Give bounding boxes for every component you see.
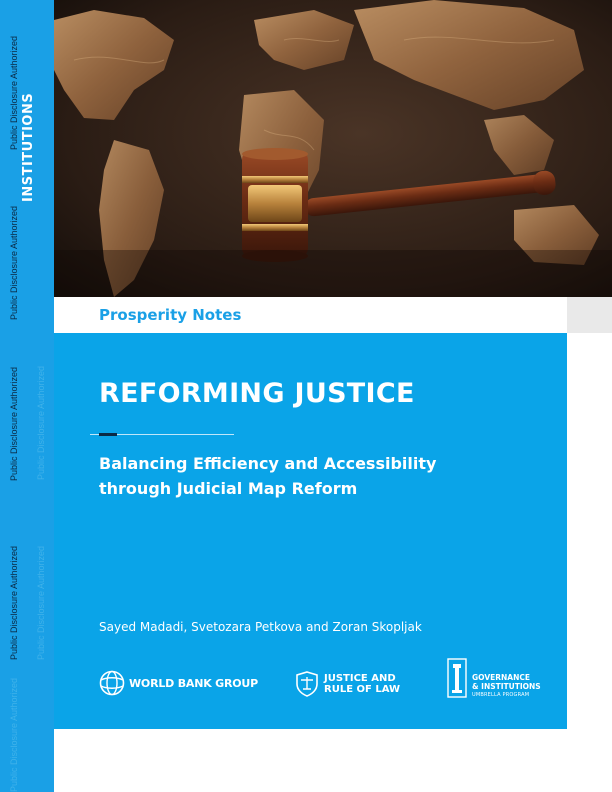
disclosure-label: Public Disclosure Authorized	[9, 205, 19, 320]
series-label: Prosperity Notes	[99, 306, 242, 324]
report-title: REFORMING JUSTICE	[99, 378, 415, 409]
pillar-icon	[447, 658, 467, 698]
disclosure-label: Public Disclosure Authorized	[9, 545, 19, 660]
disclosure-label: Public Disclosure Authorized	[9, 35, 19, 150]
series-title: INSTITUTIONS	[21, 92, 36, 202]
disclosure-label-faint: Public Disclosure Authorized	[36, 545, 46, 660]
jrl-line: JUSTICE AND	[324, 673, 396, 684]
governance-institutions-logo	[447, 658, 541, 700]
gi-line: & INSTITUTIONS	[472, 682, 541, 691]
disclosure-label-faint: Public Disclosure Authorized	[9, 677, 19, 792]
disclosure-label-faint: Public Disclosure Authorized	[36, 365, 46, 480]
series-band	[54, 297, 567, 333]
shield-icon	[296, 671, 318, 697]
justice-rule-of-law-logo	[296, 671, 400, 697]
gi-line: UMBRELLA PROGRAM	[472, 692, 530, 698]
world-bank-logo	[99, 670, 258, 696]
subtitle-line: through Judicial Map Reform	[99, 479, 358, 498]
report-subtitle	[99, 451, 479, 501]
subtitle-line: Balancing Efficiency and Accessibility	[99, 454, 437, 473]
globe-icon	[99, 670, 125, 696]
world-bank-label: WORLD BANK GROUP	[129, 676, 259, 690]
spine	[0, 0, 54, 792]
jrl-line: RULE OF LAW	[324, 684, 401, 695]
band-shadow	[567, 297, 612, 333]
title-divider-accent	[99, 433, 117, 436]
gi-line: GOVERNANCE	[472, 673, 531, 682]
disclosure-label: Public Disclosure Authorized	[9, 366, 19, 481]
authors: Sayed Madadi, Svetozara Petkova and Zoran Skopljak	[99, 620, 422, 634]
cover-image	[54, 0, 612, 297]
title-panel	[54, 333, 567, 729]
